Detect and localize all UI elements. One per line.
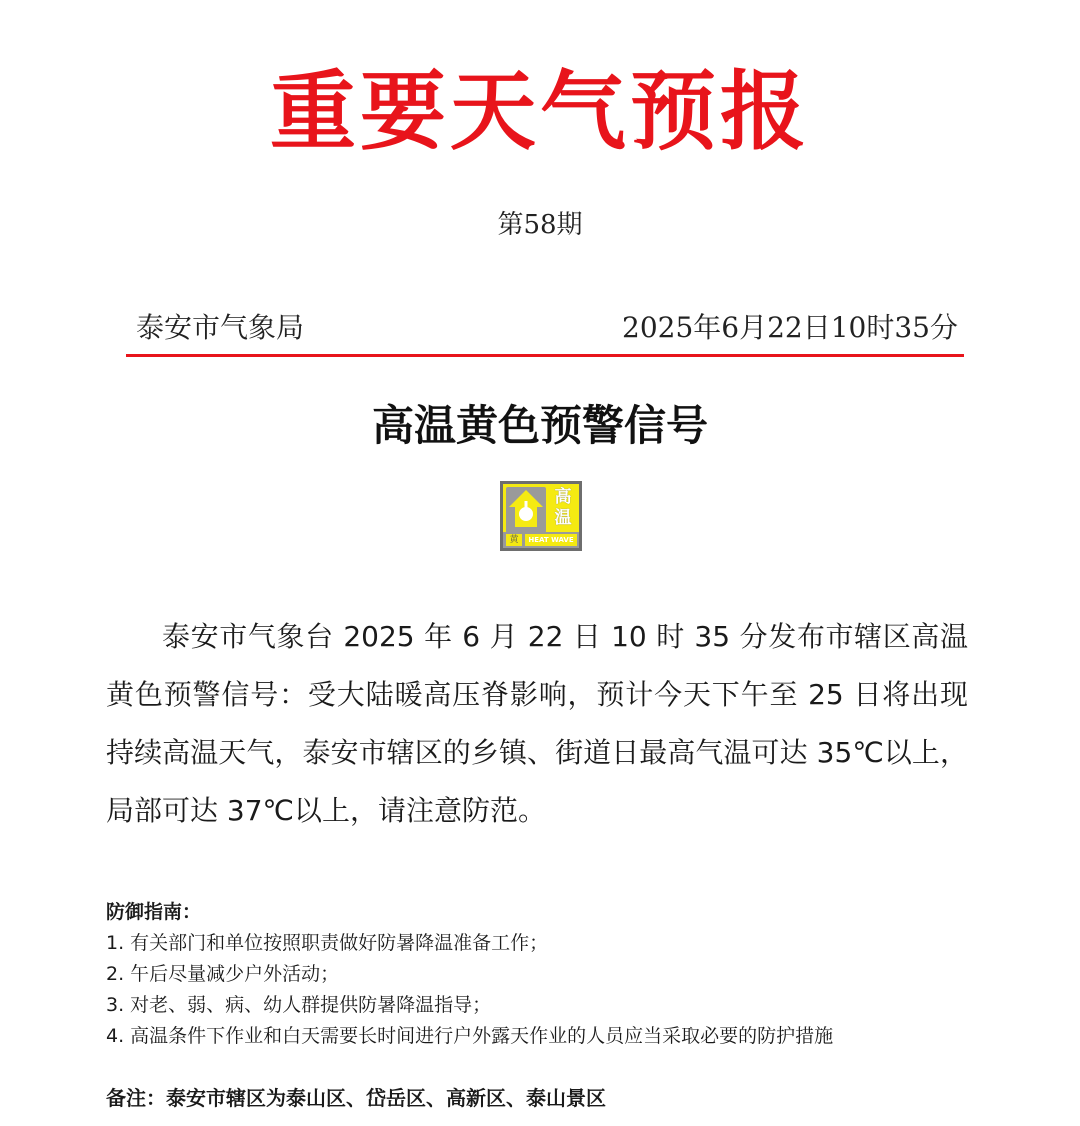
issue-number: 第58期 [497, 210, 583, 240]
badge-char-bottom: 温 [554, 508, 572, 528]
warning-signal-title: 高温黄色预警信号 [371, 401, 708, 450]
issue-datetime: 2025年6月22日10时35分 [622, 311, 958, 344]
defense-guide [106, 896, 1006, 1052]
guide-item: 1. 有关部门和单位按照职责做好防暑降温准备工作； [106, 932, 549, 954]
guide-heading: 防御指南： [106, 901, 202, 923]
badge-chars [549, 487, 577, 533]
footnote: 备注：泰安市辖区为泰山区、岱岳区、高新区、泰山景区 [106, 1086, 606, 1110]
badge-english: HEAT WAVE [525, 534, 577, 546]
guide-item: 3. 对老、弱、病、幼人群提供防暑降温指导； [106, 994, 492, 1016]
badge-char-top: 高 [554, 487, 572, 507]
badge-footer [503, 532, 579, 548]
header-divider [126, 354, 964, 357]
heat-warning-badge [500, 481, 582, 551]
warning-body-text: 泰安市气象台 2025 年 6 月 22 日 10 时 35 分发布市辖区高温黄色预警信号：受大陆暖高压脊影响，预计今天下午至 25 日将出现持续高温天气，泰安市辖区的乡镇、街道日最高气温可达 35℃以上，局部可达 37℃以上，请注意防范。 [106, 620, 968, 827]
badge-level: 黄 [506, 534, 522, 546]
issuer: 泰安市气象局 [136, 311, 305, 344]
masthead-title: 重要天气预报 [270, 61, 810, 162]
thermometer-house-icon [506, 487, 546, 533]
guide-item: 2. 午后尽量减少户外活动； [106, 963, 340, 985]
guide-item: 4. 高温条件下作业和白天需要长时间进行户外露天作业的人员应当采取必要的防护措施 [106, 1025, 834, 1047]
